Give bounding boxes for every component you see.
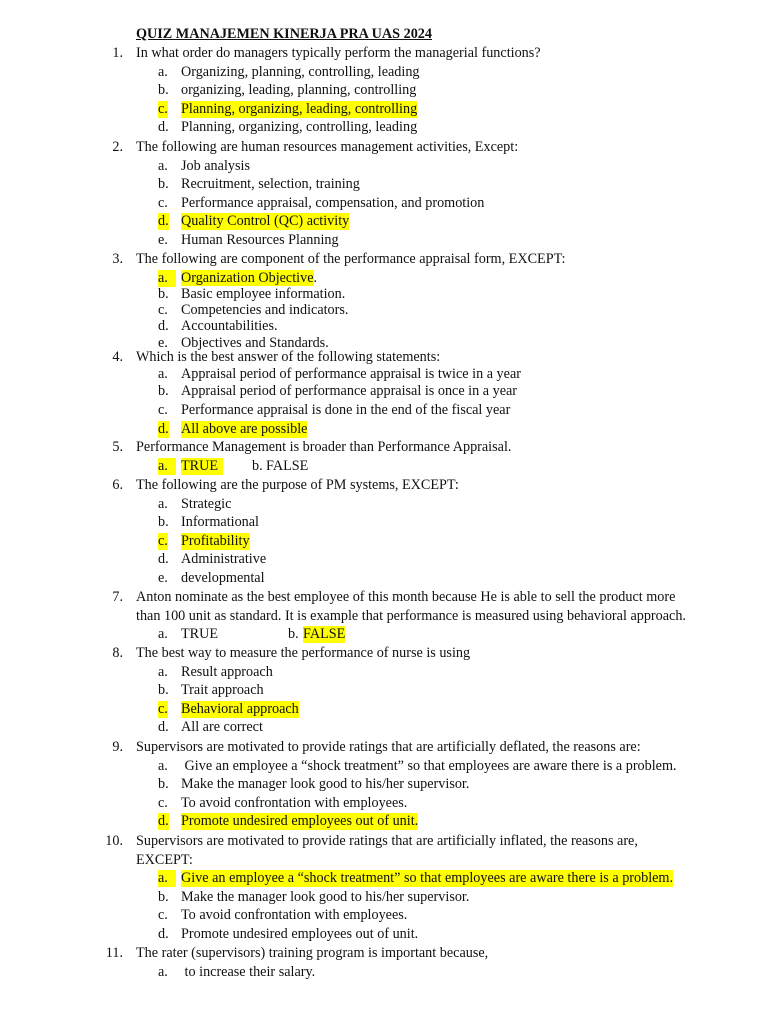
question-text: Supervisors are motivated to provide ratings that are artificially deflated, the reasons are:: [136, 739, 641, 755]
question-text: The following are the purpose of PM systems, EXCEPT:: [136, 477, 459, 493]
question-text: The rater (supervisors) training program is important because,: [136, 945, 489, 961]
option-label: c.: [158, 907, 168, 924]
option-label: c.: [158, 302, 168, 319]
option-label: e.: [158, 334, 168, 351]
option-label: c.: [158, 401, 168, 418]
option-text: Basic employee information.: [181, 285, 346, 302]
question-2: [0, 139, 768, 251]
option-label: d.: [158, 719, 169, 736]
option-label-highlighted: c.: [158, 532, 168, 549]
question-number: 11.: [105, 945, 123, 961]
option-suffix: .: [313, 269, 318, 286]
option-text: Human Resources Planning: [181, 231, 339, 248]
option-text-highlighted: Profitability: [181, 532, 250, 549]
option-label: c.: [158, 794, 168, 811]
option-text: To avoid confrontation with employees.: [181, 794, 408, 811]
option-text-highlighted: Behavioral approach: [181, 700, 299, 717]
option-text: Trait approach: [181, 682, 264, 699]
option-label: c.: [158, 194, 168, 211]
question-number: 3.: [112, 251, 123, 267]
option-text: All are correct: [181, 719, 263, 736]
question-text: The best way to measure the performance of nurse is using: [136, 645, 471, 661]
option-label: b.: [158, 82, 169, 99]
option-label: b.: [158, 383, 169, 400]
option-text-highlighted: Promote undesired employees out of unit.: [181, 813, 419, 830]
option-label: a.: [158, 157, 168, 174]
option-text: Informational: [181, 514, 260, 531]
option-label: b.: [158, 888, 169, 905]
option-b-label: b.: [288, 626, 299, 643]
option-label: b.: [158, 285, 169, 302]
question-8: [0, 645, 768, 738]
option-b-text: FALSE: [266, 457, 309, 474]
option-label-highlighted: d.: [158, 420, 169, 437]
question-text: Supervisors are motivated to provide ratings that are artificially inflated, the reasons are,: [136, 833, 638, 849]
option-label: b.: [158, 682, 169, 699]
option-text: Administrative: [181, 551, 267, 568]
question-10: [0, 833, 768, 945]
option-text: Promote undesired employees out of unit.: [181, 925, 419, 942]
option-label: a.: [158, 963, 168, 980]
option-text-highlighted: All above are possible: [181, 420, 308, 437]
option-text: Make the manager look good to his/her supervisor.: [181, 888, 470, 905]
option-label: d.: [158, 318, 169, 335]
option-text: Strategic: [181, 495, 232, 512]
question-number: 4.: [112, 349, 123, 365]
question-number: 10.: [105, 833, 123, 849]
option-text: Appraisal period of performance appraisal is twice in a year: [181, 366, 521, 382]
option-text: organizing, leading, planning, controlling: [181, 82, 417, 99]
option-label: b.: [158, 176, 169, 193]
option-a-text: TRUE: [181, 626, 219, 643]
option-text: Competencies and indicators.: [181, 302, 349, 319]
option-text-highlighted: Organization Objective: [181, 269, 314, 286]
option-label: d.: [158, 119, 169, 136]
question-text: The following are human resources management activities, Except:: [136, 139, 519, 155]
option-text: Recruitment, selection, training: [181, 176, 360, 193]
document-title: QUIZ MANAJEMEN KINERJA PRA UAS 2024: [136, 26, 432, 42]
option-text-highlighted: Planning, organizing, leading, controlling: [181, 100, 418, 117]
option-text: Performance appraisal is done in the end of the fiscal year: [181, 401, 511, 418]
option-label: a.: [158, 495, 168, 512]
option-a-label-highlighted: a.: [158, 458, 176, 475]
question-7: [0, 589, 768, 645]
question-number: 7.: [112, 589, 123, 605]
question-number: 2.: [112, 139, 123, 155]
question-1: [0, 45, 768, 138]
question-text: The following are component of the performance appraisal form, EXCEPT:: [136, 251, 566, 267]
option-label-highlighted: d.: [158, 213, 169, 230]
option-text: Appraisal period of performance appraisal is once in a year: [181, 383, 518, 400]
option-text: To avoid confrontation with employees.: [181, 907, 408, 924]
option-a-text-highlighted: TRUE: [181, 458, 223, 475]
option-label: a.: [158, 63, 168, 80]
question-text: Which is the best answer of the following statements:: [136, 349, 441, 365]
question-9: [0, 739, 768, 832]
option-text: Make the manager look good to his/her supervisor.: [181, 776, 470, 793]
option-text: Accountabilities.: [181, 318, 278, 335]
option-text: Objectives and Standards.: [181, 334, 329, 351]
option-label-highlighted: c.: [158, 700, 168, 717]
question-number: 1.: [112, 45, 123, 61]
question-text-continued: EXCEPT:: [136, 851, 193, 868]
question-text: In what order do managers typically perform the managerial functions?: [136, 45, 541, 61]
option-label: a.: [158, 757, 168, 774]
question-text: Performance Management is broader than Performance Appraisal.: [136, 439, 512, 455]
option-text: developmental: [181, 569, 265, 586]
option-label-highlighted: d.: [158, 813, 169, 830]
option-label-highlighted: c.: [158, 100, 168, 117]
option-label: d.: [158, 551, 169, 568]
option-text-highlighted: Give an employee a “shock treatment” so that employees are aware there is a problem.: [181, 870, 674, 887]
question-number: 5.: [112, 439, 123, 455]
question-5: [0, 439, 768, 476]
question-number: 8.: [112, 645, 123, 661]
question-number: 9.: [112, 739, 123, 755]
option-b-text-highlighted: FALSE: [303, 626, 346, 643]
option-label: d.: [158, 925, 169, 942]
option-label-highlighted: a.: [158, 870, 176, 887]
question-number: 6.: [112, 477, 123, 493]
question-text-continued: than 100 unit as standard. It is example that performance is measured using behavioral approach.: [136, 607, 686, 624]
option-label: a.: [158, 366, 168, 382]
option-label: e.: [158, 569, 168, 586]
option-label: b.: [158, 776, 169, 793]
option-label: e.: [158, 231, 168, 248]
option-text: Result approach: [181, 663, 273, 680]
option-a-label: a.: [158, 626, 168, 643]
option-text: Organizing, planning, controlling, leading: [181, 63, 420, 80]
option-text: Planning, organizing, controlling, leading: [181, 119, 418, 136]
option-label: b.: [158, 514, 169, 531]
question-11: [0, 945, 768, 982]
option-b-label: b.: [252, 457, 263, 474]
question-4: [0, 349, 768, 439]
option-label: a.: [158, 663, 168, 680]
option-label-highlighted: a.: [158, 270, 176, 287]
option-text: to increase their salary.: [181, 963, 316, 980]
option-text: Give an employee a “shock treatment” so that employees are aware there is a problem.: [181, 757, 677, 774]
question-text: Anton nominate as the best employee of this month because He is able to sell the product more: [136, 589, 676, 605]
option-text: Job analysis: [181, 157, 250, 174]
question-6: [0, 477, 768, 589]
option-text: Performance appraisal, compensation, and promotion: [181, 194, 485, 211]
question-3: [0, 251, 768, 351]
option-text-highlighted: Quality Control (QC) activity: [181, 213, 350, 230]
